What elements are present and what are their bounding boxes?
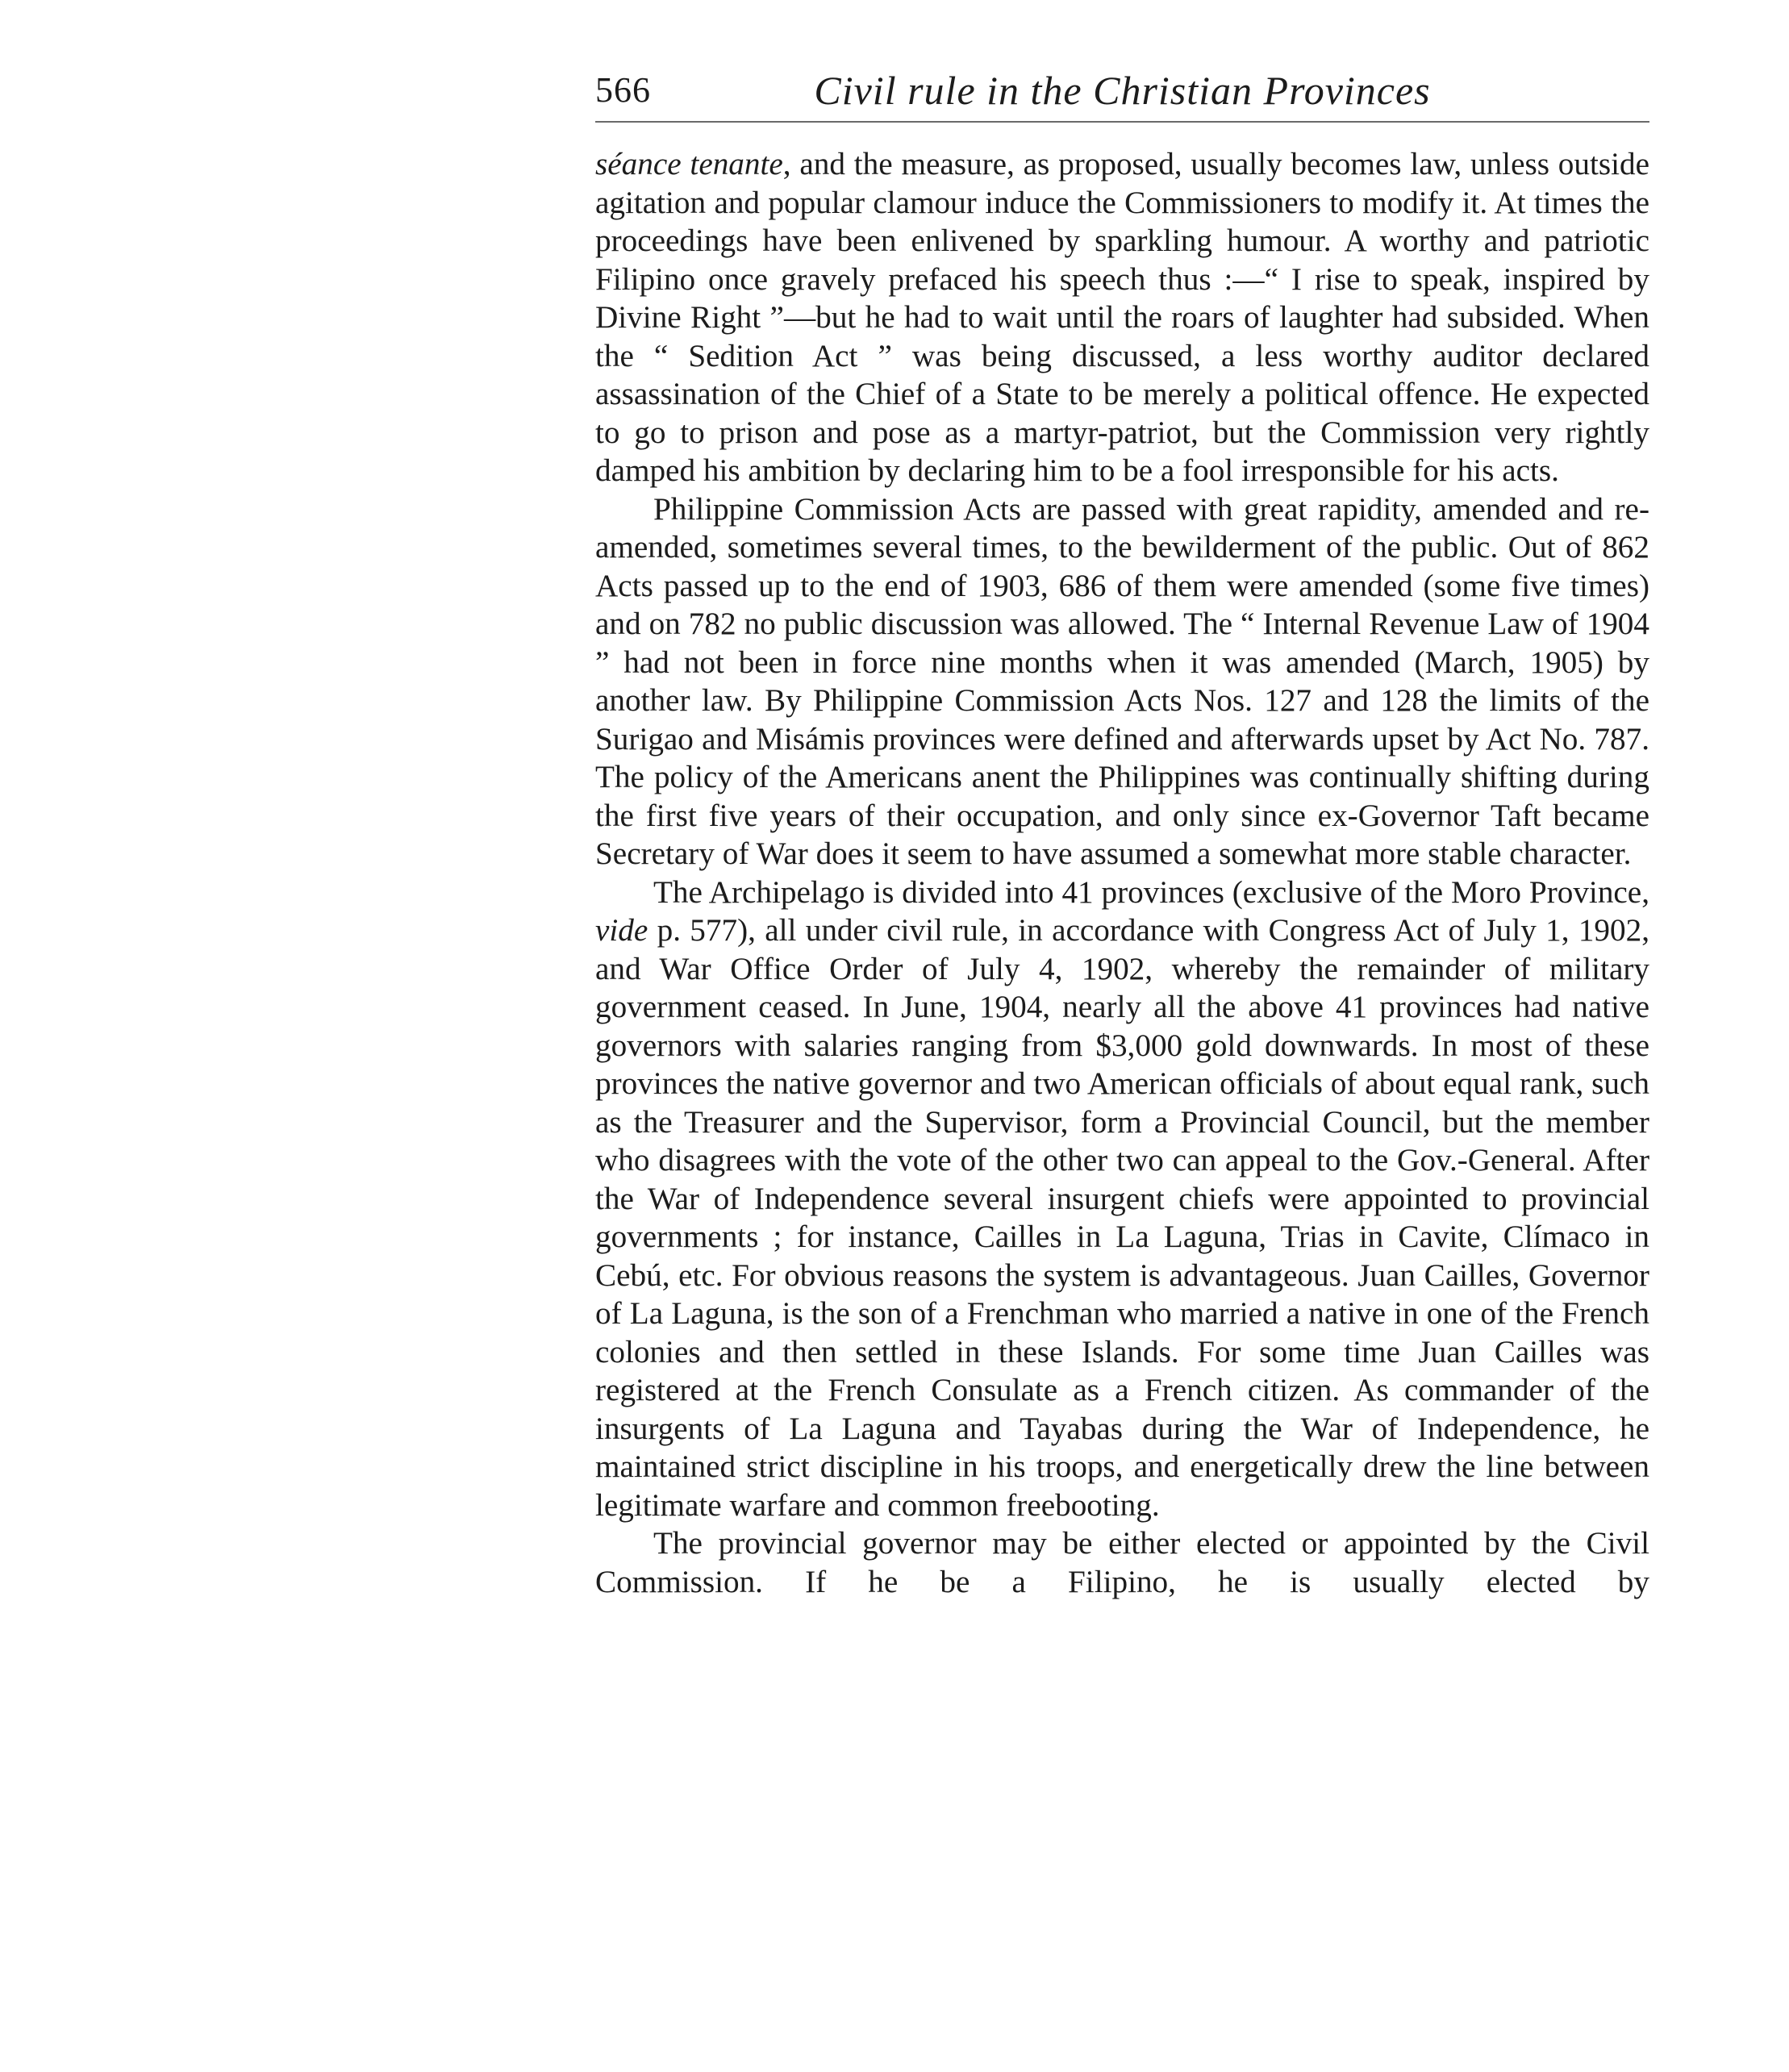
running-head	[595, 63, 1649, 118]
paragraph-3-italic: vide	[595, 913, 648, 948]
header-rule	[595, 121, 1649, 123]
paragraph-3-text-after: p. 577), all under civil rule, in accordance with Congress Act of July 1, 1902, and War Office Order of July 4, 1902, whereby the remainder of military government ceased. In June, 1904, nearly all the above 41 provinces had native governors with salaries ranging from $3,000 gold downwards. In most of these provinces the native governor and two American officials of about equal rank, such as the Treasurer and the Supervisor, form a Provincial Council, but the member who disagrees with the vote of the other two can appeal to the Gov.-General. After the War of Independence several insurgent chiefs were appointed to provincial governments ; for instance, Cailles in La Laguna, Trias in Cavite, Clímaco in Cebú, etc. For obvious reasons the system is advantageous. Juan Cailles, Governor of La Laguna, is the son of a Frenchman who married a native in one of the French colonies and then settled in these Islands. For some time Juan Cailles was registered at the French Consulate as a French citizen. As commander of the insurgents of La Laguna and Tayabas during the War of Independence, he maintained strict discipline in his troops, and energetically drew the line between legitimate warfare and common freebooting.	[595, 913, 1649, 1523]
paragraph-2-text: Philippine Commission Acts are passed with great rapidity, amended and re-amended, sometimes several times, to the bewilderment of the public. Out of 862 Acts passed up to the end of 1903, 686 of them were amended (some five times) and on 782 no public discussion was allowed. The “ Internal Revenue Law of 1904 ” had not been in force nine months when it was amended (March, 1905) by another law. By Philippine Commission Acts Nos. 127 and 128 the limits of the Surigao and Misámis provinces were defined and afterwards upset by Act No. 787. The policy of the Americans anent the Philippines was continually shifting during the first five years of their occupation, and only since ex-Governor Taft became Secretary of War does it seem to have assumed a somewhat more stable character.	[595, 491, 1649, 871]
paragraph-2	[595, 490, 1649, 873]
paragraph-3	[595, 873, 1649, 1525]
paragraph-1-italic: séance tenante	[595, 147, 783, 181]
paragraph-3-text-before: The Archipelago is divided into 41 provinces (exclusive of the Moro Province,	[653, 874, 1649, 910]
running-title: Civil rule in the Christian Provinces	[814, 68, 1431, 113]
paragraph-1-text: , and the measure, as proposed, usually becomes law, unless outside agitation and popular clamour induce the Commissioners to modify it. At times the proceedings have been enlivened by sparkling humour. A worthy and patriotic Filipino once gravely prefaced his speech thus :—“ I rise to speak, inspired by Divine Right ”—but he had to wait until the roars of laughter had subsided. When the “ Sedition Act ” was being discussed, a less worthy auditor declared assassination of the Chief of a State to be merely a political offence. He expected to go to prison and pose as a martyr-patriot, but the Commission very rightly damped his ambition by declaring him to be a fool irresponsible for his acts.	[595, 147, 1649, 488]
paragraph-4	[595, 1524, 1649, 1601]
paragraph-1	[595, 145, 1649, 490]
page-number: 566	[595, 70, 651, 110]
body-text	[595, 145, 1649, 1601]
paragraph-4-text: The provincial governor may be either elected or appointed by the Civil Commission. If he be a Filipino, he is usually elected by	[595, 1526, 1649, 1599]
